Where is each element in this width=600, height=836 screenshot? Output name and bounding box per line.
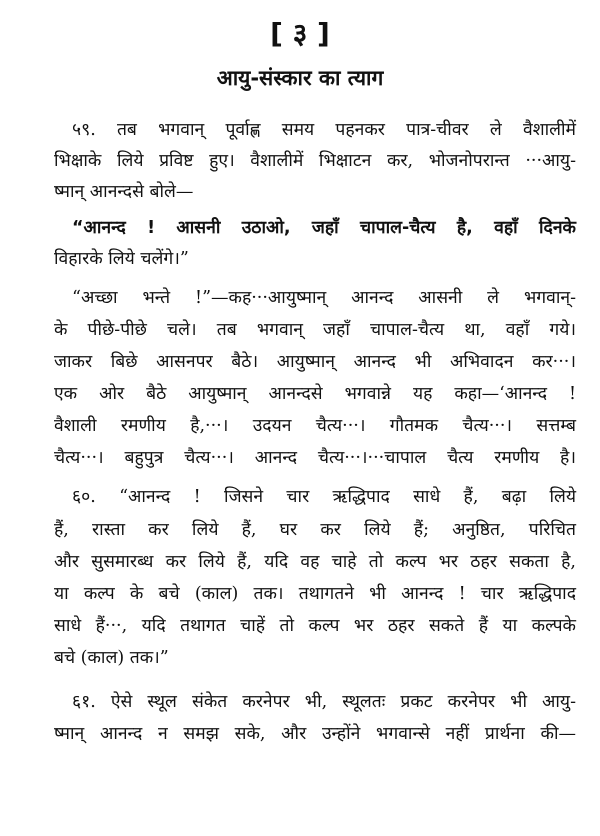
text-line: वैशाली रमणीय है,···। उदयन चैत्य···। गौतमक चैत्य···। सत्तम्ब xyxy=(54,416,576,436)
text-line: “आनन्द ! आसनी उठाओ, जहाँ चापाल-चैत्य है, वहाँ दिनके xyxy=(72,218,576,238)
page-title: आयु-संस्कार का त्याग xyxy=(216,66,384,90)
text-line: और सुसमारब्ध कर लिये हैं, यदि वह चाहे तो कल्प भर ठहर सकता है, xyxy=(54,552,576,572)
text-line: साधे हैं···, यदि तथागत चाहें तो कल्प भर ठहर सकते हैं या कल्पके xyxy=(54,616,576,636)
text-line: चैत्य···। बहुपुत्र चैत्य···। आनन्द चैत्य···।···चापाल चैत्य रमणीय है। xyxy=(54,448,576,468)
text-line: हैं, रास्ता कर लिये हैं, घर कर लिये हैं; अनुष्ठित, परिचित xyxy=(54,520,576,540)
text-line: ६०. “आनन्द ! जिसने चार ऋद्धिपाद साधे हैं, बढ़ा लिये xyxy=(72,487,577,507)
text-line: भिक्षाके लिये प्रविष्ट हुए। वैशालीमें भिक्षाटन कर, भोजनोपरान्त ···आयु- xyxy=(54,151,576,171)
chapter-number: [ ३ ] xyxy=(270,17,330,50)
text-line: के पीछे-पीछे चले। तब भगवान् जहाँ चापाल-चैत्य था, वहाँ गये। xyxy=(54,320,576,340)
text-line: जाकर बिछे आसनपर बैठे। आयुष्मान् आनन्द भी अभिवादन कर···। xyxy=(54,352,576,372)
text-line: विहारके लिये चलेंगे।” xyxy=(54,249,189,269)
text-line: “अच्छा भन्ते !”—कह···आयुष्मान् आनन्द आसनी ले भगवान्- xyxy=(72,288,576,308)
text-line: या कल्प के बचे (काल) तक। तथागतने भी आनन्द ! चार ऋद्धिपाद xyxy=(54,584,576,604)
text-line: ६१. ऐसे स्थूल संकेत करनेपर भी, स्थूलतः प्रकट करनेपर भी आयु- xyxy=(72,692,576,712)
text-line: ५९. तब भगवान् पूर्वाह्ण समय पहनकर पात्र-चीवर ले वैशालीमें xyxy=(72,120,576,140)
text-line: ष्मान् आनन्द न समझ सके, और उन्होंने भगवान्से नहीं प्रार्थना की— xyxy=(54,724,576,744)
text-line: बचे (काल) तक।” xyxy=(54,648,169,668)
text-line: एक ओर बैठे आयुष्मान् आनन्दसे भगवान्ने यह कहा—‘आनन्द ! xyxy=(54,384,576,404)
text-line: ष्मान् आनन्दसे बोले— xyxy=(54,182,194,202)
